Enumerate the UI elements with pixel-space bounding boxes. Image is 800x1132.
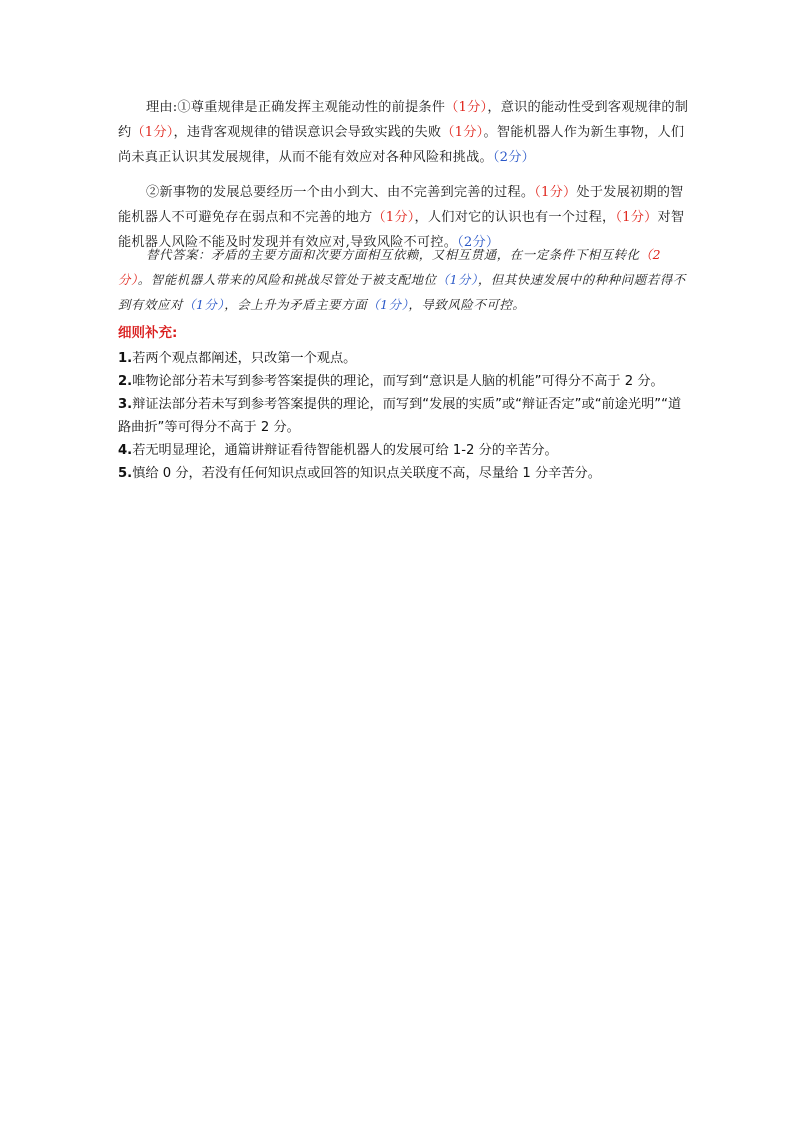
- alternative-text-2: 。智能机器人带来的风险和挑战尽管处于被支配地位: [137, 272, 437, 287]
- reason1-text-2: ，意识的能动性受到客观规律的制约: [118, 100, 689, 140]
- score-mark: （1分）: [367, 297, 409, 312]
- score-mark: （1分）: [615, 210, 658, 225]
- alternative-text-4: ，会上升为矛盾主要方面: [224, 297, 368, 312]
- item-number: 4.: [118, 443, 133, 458]
- score-mark: （2分）: [118, 247, 662, 287]
- score-mark: （1分）: [441, 125, 484, 140]
- reason-paragraph-1: [118, 95, 690, 170]
- reason2-text-1: ②新事物的发展总要经历一个由小到大、由不完善到完善的过程。: [146, 185, 535, 200]
- score-mark: （2分）: [492, 150, 536, 165]
- score-mark: （1分）: [436, 272, 478, 287]
- item-text: 若两个观点都阐述，只改第一个观点。: [132, 351, 357, 366]
- supplement-item: [118, 439, 692, 462]
- alternative-text-3: ，但其快速发展中的种种问题若得不到有效应对: [118, 272, 686, 312]
- item-number: 2.: [118, 374, 133, 389]
- score-mark: （1分）: [445, 100, 488, 115]
- score-mark: （2分）: [457, 235, 500, 250]
- supplement-item: [118, 347, 692, 370]
- item-text: 慎给 0 分，若没有任何知识点或回答的知识点关联度不高，尽量给 1 分辛苦分。: [132, 466, 601, 481]
- item-text: 若无明显理论，通篇讲辩证看待智能机器人的发展可给 1-2 分的辛苦分。: [132, 443, 558, 458]
- alternative-text-1: 替代答案：矛盾的主要方面和次要方面相互依赖，又相互贯通，在一定条件下相互转化: [146, 247, 640, 262]
- score-mark: （1分）: [372, 210, 415, 225]
- score-mark: （1分）: [131, 125, 174, 140]
- reason1-text-1: 理由:①尊重规律是正确发挥主观能动性的前提条件: [146, 100, 446, 115]
- supplement-item: [118, 462, 692, 485]
- supplement-title: 细则补充:: [118, 325, 178, 341]
- score-mark: （1分）: [534, 185, 577, 200]
- item-number: 3.: [118, 397, 133, 412]
- reason1-text-4: 。智能机器人作为新生事物，人们尚未真正认识其发展规律，从而不能有效应对各种风险和挑战。: [118, 125, 685, 165]
- item-text: 唯物论部分若未写到参考答案提供的理论，而写到“意识是人脑的机能”可得分不高于 2 分。: [132, 374, 664, 389]
- reason2-text-2: 处于发展初期的智能机器人不可避免存在弱点和不完善的地方: [118, 185, 684, 225]
- supplement-item: [118, 370, 692, 393]
- alternative-text-5: ，导致风险不可控。: [408, 297, 526, 312]
- alternative-answer: [118, 242, 690, 317]
- reason2-text-3: ，人们对它的认识也有一个过程，: [414, 210, 616, 225]
- item-text: 辩证法部分若未写到参考答案提供的理论，而写到“发展的实质”或“辩证否定”或“前途光明”“道路曲折”等可得分不高于 2 分。: [118, 397, 682, 435]
- score-mark: （1分）: [182, 297, 225, 312]
- item-number: 5.: [118, 466, 133, 481]
- reason2-text-4: 对智能机器人风险不能及时发现并有效应对,导致风险不可控。: [118, 210, 685, 250]
- item-number: 1.: [118, 351, 133, 366]
- reason1-text-3: ，违背客观规律的错误意识会导致实践的失败: [173, 125, 442, 140]
- supplement-list: [118, 347, 692, 485]
- supplement-item: [118, 393, 692, 439]
